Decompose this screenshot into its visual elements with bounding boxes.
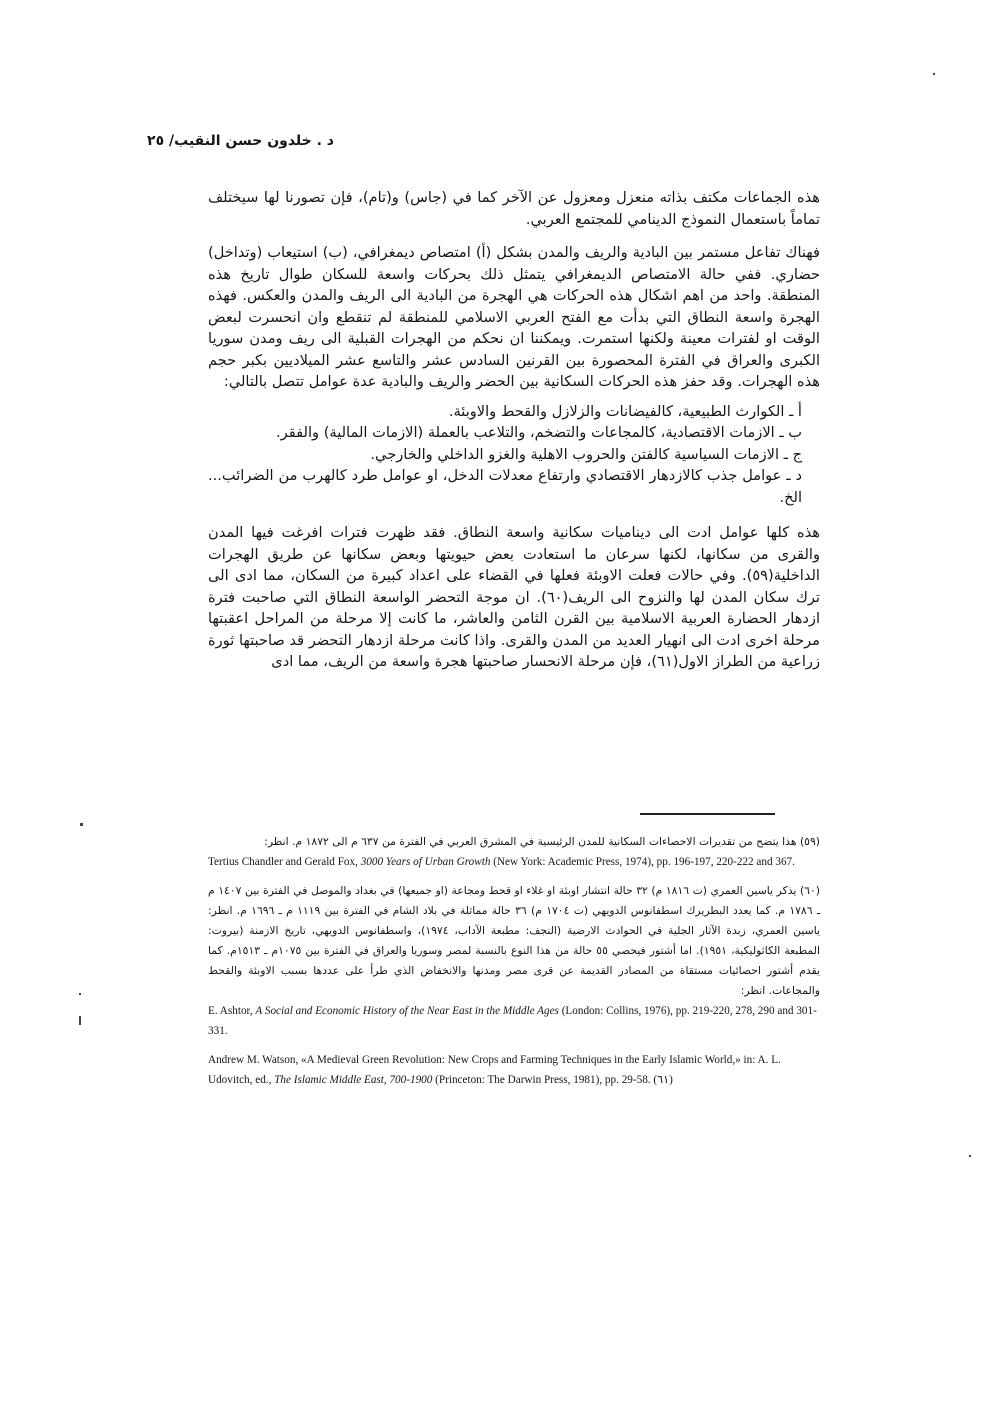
footnote-citation — [208, 1001, 820, 1041]
footnote-text: (٦٠) يذكر ياسين العمري (ت ١٨١٦ م) ٣٢ حالة انتشار اوبئة او غلاء او قحط ومجاعة (او جميعها) في بغداد والموصل في الفترة بين ١٤٠٧ م ـ ١٧٨٦ م. كما يعدد البطريرك اسطفانوس الدويهي (ت ١٧٠٤ م) ٣٦ حالة مماثلة في بلاد الشام في الفترة بين ١١١٩ م ـ ١٦٩٦ م. انظر: ياسين العمري، زبدة الآثار الجلية في الحوادث الارضية (النجف: مطبعة الآداب، ١٩٧٤)، واسطفانوس الدويهي، تاريخ الازمنة (بيروت: المطبعة الكاثوليكية، ١٩٥١). اما أشتور فيحصي ٥٥ حالة من هذا النوع بالنسبة لمصر وسوريا والعراق في الفترة بين ١٠٧٥م ـ ١٥١٣م. كما يقدم أشتور احصائيات مستقاة من المصادر القديمة عن قرى مصر ومدنها والانخفاض الذي طرأ على عددها بسبب الاوبئة والقحط والمجاعات. انظر: — [208, 884, 820, 997]
list-item: د ـ عوامل جذب كالازدهار الاقتصادي وارتفاع معدلات الدخل، او عوامل طرد كالهرب من الضرائب... الخ. — [208, 467, 802, 506]
scan-speck — [79, 1016, 81, 1025]
footnotes — [208, 832, 820, 1099]
citation-authors: Tertius Chandler and Gerald Fox, — [208, 856, 361, 868]
citation-title: A Social and Economic History of the Near East in the Middle Ages — [255, 1005, 559, 1017]
citation-title: The Islamic Middle East, 700-1900 — [274, 1074, 433, 1086]
scan-speck — [969, 1155, 971, 1157]
scan-speck — [80, 823, 83, 826]
main-text — [208, 187, 820, 673]
list-item: أ ـ الكوارث الطبيعية، كالفيضانات والزلازل والقحط والاوبئة. — [448, 402, 802, 420]
footnote-60 — [208, 881, 820, 1041]
footnote-text: (٥٩) هذا يتضح من تقديرات الاحصاءات السكانية للمدن الرئيسية في المشرق العربي في الفترة من ٦٣٧ م الى ١٨٧٢ م. انظر: — [264, 835, 820, 848]
citation-authors: Andrew M. Watson, «A Medieval Green Revolution: New Crops and Farming Techniques in the Early Islamic World,» in: A. L. Udovitch, ed., — [208, 1054, 781, 1086]
paragraph: هذه كلها عوامل ادت الى ديناميات سكانية واسعة النطاق. فقد ظهرت فترات افرغت فيها المدن والقرى من سكانها، لكنها سرعان ما استعادت بعض حيويتها وبعض سكانها عن طريق الهجرات الداخلية(٥٩). وفي حالات فعلت الاوبئة فعلها في القضاء على اعداد كبيرة من السكان، مما ادى الى ترك سكان المدن لها والنزوح الى الريف(٦٠). ان موجة التحضر الواسعة النطاق التي صاحبت فترة ازدهار الحضارة العربية الاسلامية بين القرن الثامن والعاشر، ما كانت إلا مرحلة من المراحل اعقبتها مرحلة اخرى ادت الى انهيار العديد من المدن والقرى. واذا كانت مرحلة ازدهار التحضر قد صاحبتها ثورة زراعية من الطراز الاول(٦١)، فإن مرحلة الانحسار صاحبتها هجرة واسعة من الريف، مما ادى — [208, 524, 820, 670]
citation-authors: E. Ashtor, — [208, 1005, 256, 1017]
footnote-citation — [208, 852, 820, 872]
paragraph: فهناك تفاعل مستمر بين البادية والريف والمدن بشكل (أ) امتصاص ديمغرافي، (ب) استيعاب (وتداخل) حضاري. ففي حالة الامتصاص الديمغرافي يتمثل ذلك بحركات واسعة للسكان طوال تاريخ هذه المنطقة. واحد من اهم اشكال هذه الحركات هي الهجرة من البادية الى الريف والمدن والعكس. فهذه الهجرة واسعة النطاق التي بدأت مع الفتح العربي الاسلامي للمنطقة لم تنقطع وان انحسرت لبعض الوقت او لفترات معينة ولكنها استمرت. ويمكننا ان نحكم من الهجرات القبلية الى ريف ومدن سوريا الكبرى والعراق في الفترة المحصورة بين القرنين السادس عشر والتاسع عشر الميلاديين بكبر حجم هذه الهجرات. وقد حفز هذه الحركات السكانية بين الحضر والريف والبادية عدة عوامل تتصل بالتالي: — [208, 244, 820, 390]
citation-title: 3000 Years of Urban Growth — [360, 856, 491, 868]
citation-details: (New York: Academic Press, 1974), pp. 196-197, 220-222 and 367. — [490, 856, 795, 868]
scan-speck — [933, 73, 935, 75]
running-head: د . خلدون حسن النقيب/ ٢٥ — [147, 133, 334, 149]
paragraph: هذه الجماعات مكتف بذاته منعزل ومعزول عن الآخر كما في (جاس) و(تام)، فإن تصورنا لها سيختلف تماماً باستعمال النموذج الدينامي للمجتمع العربي. — [208, 189, 820, 228]
footnote-citation — [208, 1050, 820, 1090]
scan-speck — [79, 993, 81, 995]
list-item: ب ـ الازمات الاقتصادية، كالمجاعات والتضخم، والتلاعب بالعملة (الازمات المالية) والفقر. — [276, 424, 802, 441]
footnote-61 — [208, 1050, 820, 1090]
footnote-number: (٦١) — [653, 1074, 673, 1086]
citation-details: (Princeton: The Darwin Press, 1981), pp. 29-58. — [432, 1074, 651, 1086]
list-item: ج ـ الازمات السياسية كالفتن والحروب الاهلية والغزو الداخلي والخارجي. — [370, 445, 802, 463]
footnote-separator — [640, 813, 775, 815]
footnote-59 — [208, 832, 820, 872]
citation-details: (London: Collins, 1976), pp. 219-220, 278, 290 and 301-331. — [208, 1005, 817, 1037]
